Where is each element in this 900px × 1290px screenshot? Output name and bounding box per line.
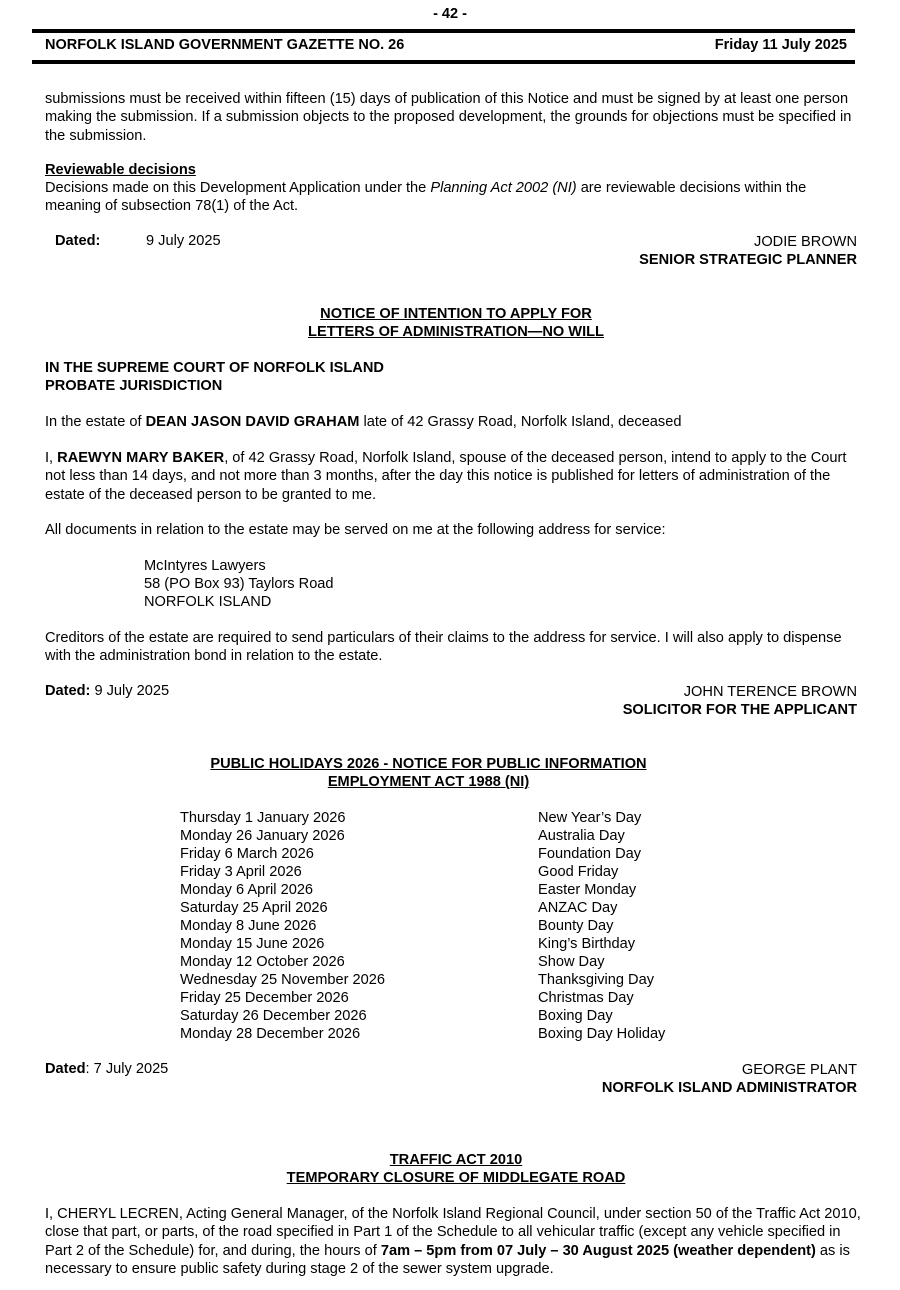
holiday-name: Boxing Day Holiday — [538, 1026, 666, 1042]
dated-label: Dated — [45, 1061, 86, 1077]
estate-pre: In the estate of — [45, 414, 146, 430]
holiday-dates-column — [180, 809, 385, 1043]
intent-paragraph — [45, 449, 865, 504]
masthead — [45, 37, 847, 53]
signer-title: SOLICITOR FOR THE APPLICANT — [622, 702, 857, 718]
holiday-name: Foundation Day — [538, 846, 642, 862]
intent-pre: I, — [45, 450, 58, 466]
holiday-date: Saturday 25 April 2026 — [180, 900, 328, 916]
closure-hours: 7am – 5pm from 07 July – 30 August 2025 (weather dependent) — [380, 1242, 816, 1259]
signature-block — [602, 1061, 857, 1097]
dated-label: Dated: — [45, 683, 91, 699]
service-text: All documents in relation to the estate may be served on me at the following address for service: — [45, 522, 666, 538]
holiday-name: Boxing Day — [538, 1008, 613, 1024]
traffic-text-post: as is necessary to ensure public safety during stage 2 of the sewer system upgrade. — [45, 1242, 850, 1277]
holiday-name: Easter Monday — [538, 882, 637, 898]
holiday-date: Monday 28 December 2026 — [180, 1026, 361, 1042]
holiday-date: Monday 15 June 2026 — [180, 936, 325, 952]
estate-line — [45, 413, 865, 431]
service-address — [144, 557, 334, 611]
holiday-date: Monday 26 January 2026 — [180, 828, 345, 844]
dated-line — [45, 683, 169, 699]
holiday-date: Monday 8 June 2026 — [180, 918, 317, 934]
holiday-name: Thanksgiving Day — [538, 972, 654, 988]
holiday-date: Friday 6 March 2026 — [180, 846, 314, 862]
holiday-date: Wednesday 25 November 2026 — [180, 972, 385, 988]
reviewable-decisions-heading: Reviewable decisions — [45, 162, 196, 178]
holiday-name: King’s Birthday — [538, 936, 636, 952]
dated-value: 9 July 2025 — [146, 233, 221, 249]
signer-name: GEORGE PLANT — [741, 1062, 857, 1078]
intent-post: , of 42 Grassy Road, Norfolk Island, spouse of the deceased person, intend to apply to the Court not less than 14 days, and not more than 3 months, after the day this notice is published for letters of administration of the estate of the deceased person to be granted to me. — [45, 450, 847, 503]
signature-block — [623, 683, 857, 719]
creditors-paragraph: Creditors of the estate are required to send particulars of their claims to the address for service. I will also apply to dispense with the administration bond in relation to the estate. — [45, 630, 842, 665]
holiday-name: Australia Day — [538, 828, 625, 844]
holiday-date: Saturday 26 December 2026 — [180, 1008, 367, 1024]
dated-value: : 7 July 2025 — [85, 1061, 169, 1077]
address-line: 58 (PO Box 93) Taylors Road — [144, 576, 334, 592]
traffic-paragraph — [45, 1205, 865, 1278]
holidays-title — [0, 755, 857, 791]
notice-title-line2: LETTERS OF ADMINISTRATION—NO WILL — [308, 324, 604, 340]
planning-act-reference: Planning Act 2002 (NI) — [430, 180, 577, 196]
holiday-name: Christmas Day — [538, 990, 634, 1006]
holiday-name: New Year’s Day — [538, 810, 642, 826]
holiday-date: Friday 3 April 2026 — [180, 864, 302, 880]
traffic-title — [0, 1151, 900, 1187]
holiday-date: Monday 12 October 2026 — [180, 954, 345, 970]
notice-title-line1: NOTICE OF INTENTION TO APPLY FOR — [320, 306, 592, 322]
holiday-date: Monday 6 April 2026 — [180, 882, 314, 898]
dated-value: 9 July 2025 — [90, 683, 170, 699]
signature-block — [639, 233, 857, 269]
court-line2: PROBATE JURISDICTION — [45, 378, 223, 394]
deceased-name: DEAN JASON DAVID GRAHAM — [145, 414, 360, 430]
holidays-title-line2: EMPLOYMENT ACT 1988 (NI) — [327, 774, 530, 790]
reviewable-decisions-text — [45, 179, 865, 216]
dated-label: Dated: — [55, 233, 101, 249]
signer-name: JODIE BROWN — [754, 234, 857, 250]
traffic-text-pre: I, CHERYL LECREN, Acting General Manager, of the Norfolk Island Regional Council, under section 50 of the Traffic Act 2010, close that part, or parts, of the road specified in Part 1 of the Schedule to all vehicular traffic (except any vehicle specified in Part 2 of the Schedule) for, and during, the hours of — [45, 1206, 861, 1259]
header-rule-top — [32, 29, 855, 33]
holiday-name: ANZAC Day — [538, 900, 618, 916]
gazette-title: NORFOLK ISLAND GOVERNMENT GAZETTE NO. 26 — [45, 37, 405, 53]
holiday-date: Friday 25 December 2026 — [180, 990, 349, 1006]
applicant-name: RAEWYN MARY BAKER — [57, 450, 225, 466]
estate-post: late of 42 Grassy Road, Norfolk Island, deceased — [359, 414, 682, 430]
holiday-name: Good Friday — [538, 864, 619, 880]
submission-continuation: submissions must be received within fifteen (15) days of publication of this Notice and must be signed by at least one person making the submission. If a submission objects to the proposed development, the grounds for objections must be specified in the submission. — [45, 91, 852, 144]
signer-name: JOHN TERENCE BROWN — [683, 684, 857, 700]
header-rule-bottom — [32, 60, 855, 64]
traffic-title-line2: TEMPORARY CLOSURE OF MIDDLEGATE ROAD — [286, 1170, 626, 1186]
address-line: NORFOLK ISLAND — [144, 594, 272, 610]
notice-title — [0, 305, 900, 341]
court-line1: IN THE SUPREME COURT OF NORFOLK ISLAND — [45, 360, 384, 376]
traffic-title-line1: TRAFFIC ACT 2010 — [389, 1152, 523, 1168]
holidays-title-line1: PUBLIC HOLIDAYS 2026 - NOTICE FOR PUBLIC INFORMATION — [210, 756, 647, 772]
holiday-date: Thursday 1 January 2026 — [180, 810, 346, 826]
reviewable-text-pre: Decisions made on this Development Application under the — [45, 180, 431, 196]
holiday-name: Bounty Day — [538, 918, 614, 934]
holiday-name: Show Day — [538, 954, 605, 970]
holiday-names-column — [538, 809, 665, 1043]
gazette-date: Friday 11 July 2025 — [714, 37, 847, 53]
court-heading — [45, 359, 384, 395]
signer-title: NORFOLK ISLAND ADMINISTRATOR — [601, 1080, 857, 1096]
address-line: McIntyres Lawyers — [144, 558, 266, 574]
signer-title: SENIOR STRATEGIC PLANNER — [639, 252, 857, 268]
dated-line — [45, 1061, 168, 1077]
page-number: - 42 - — [433, 6, 467, 22]
reviewable-text-post: are reviewable decisions within the meaning of subsection 78(1) of the Act. — [45, 180, 807, 215]
